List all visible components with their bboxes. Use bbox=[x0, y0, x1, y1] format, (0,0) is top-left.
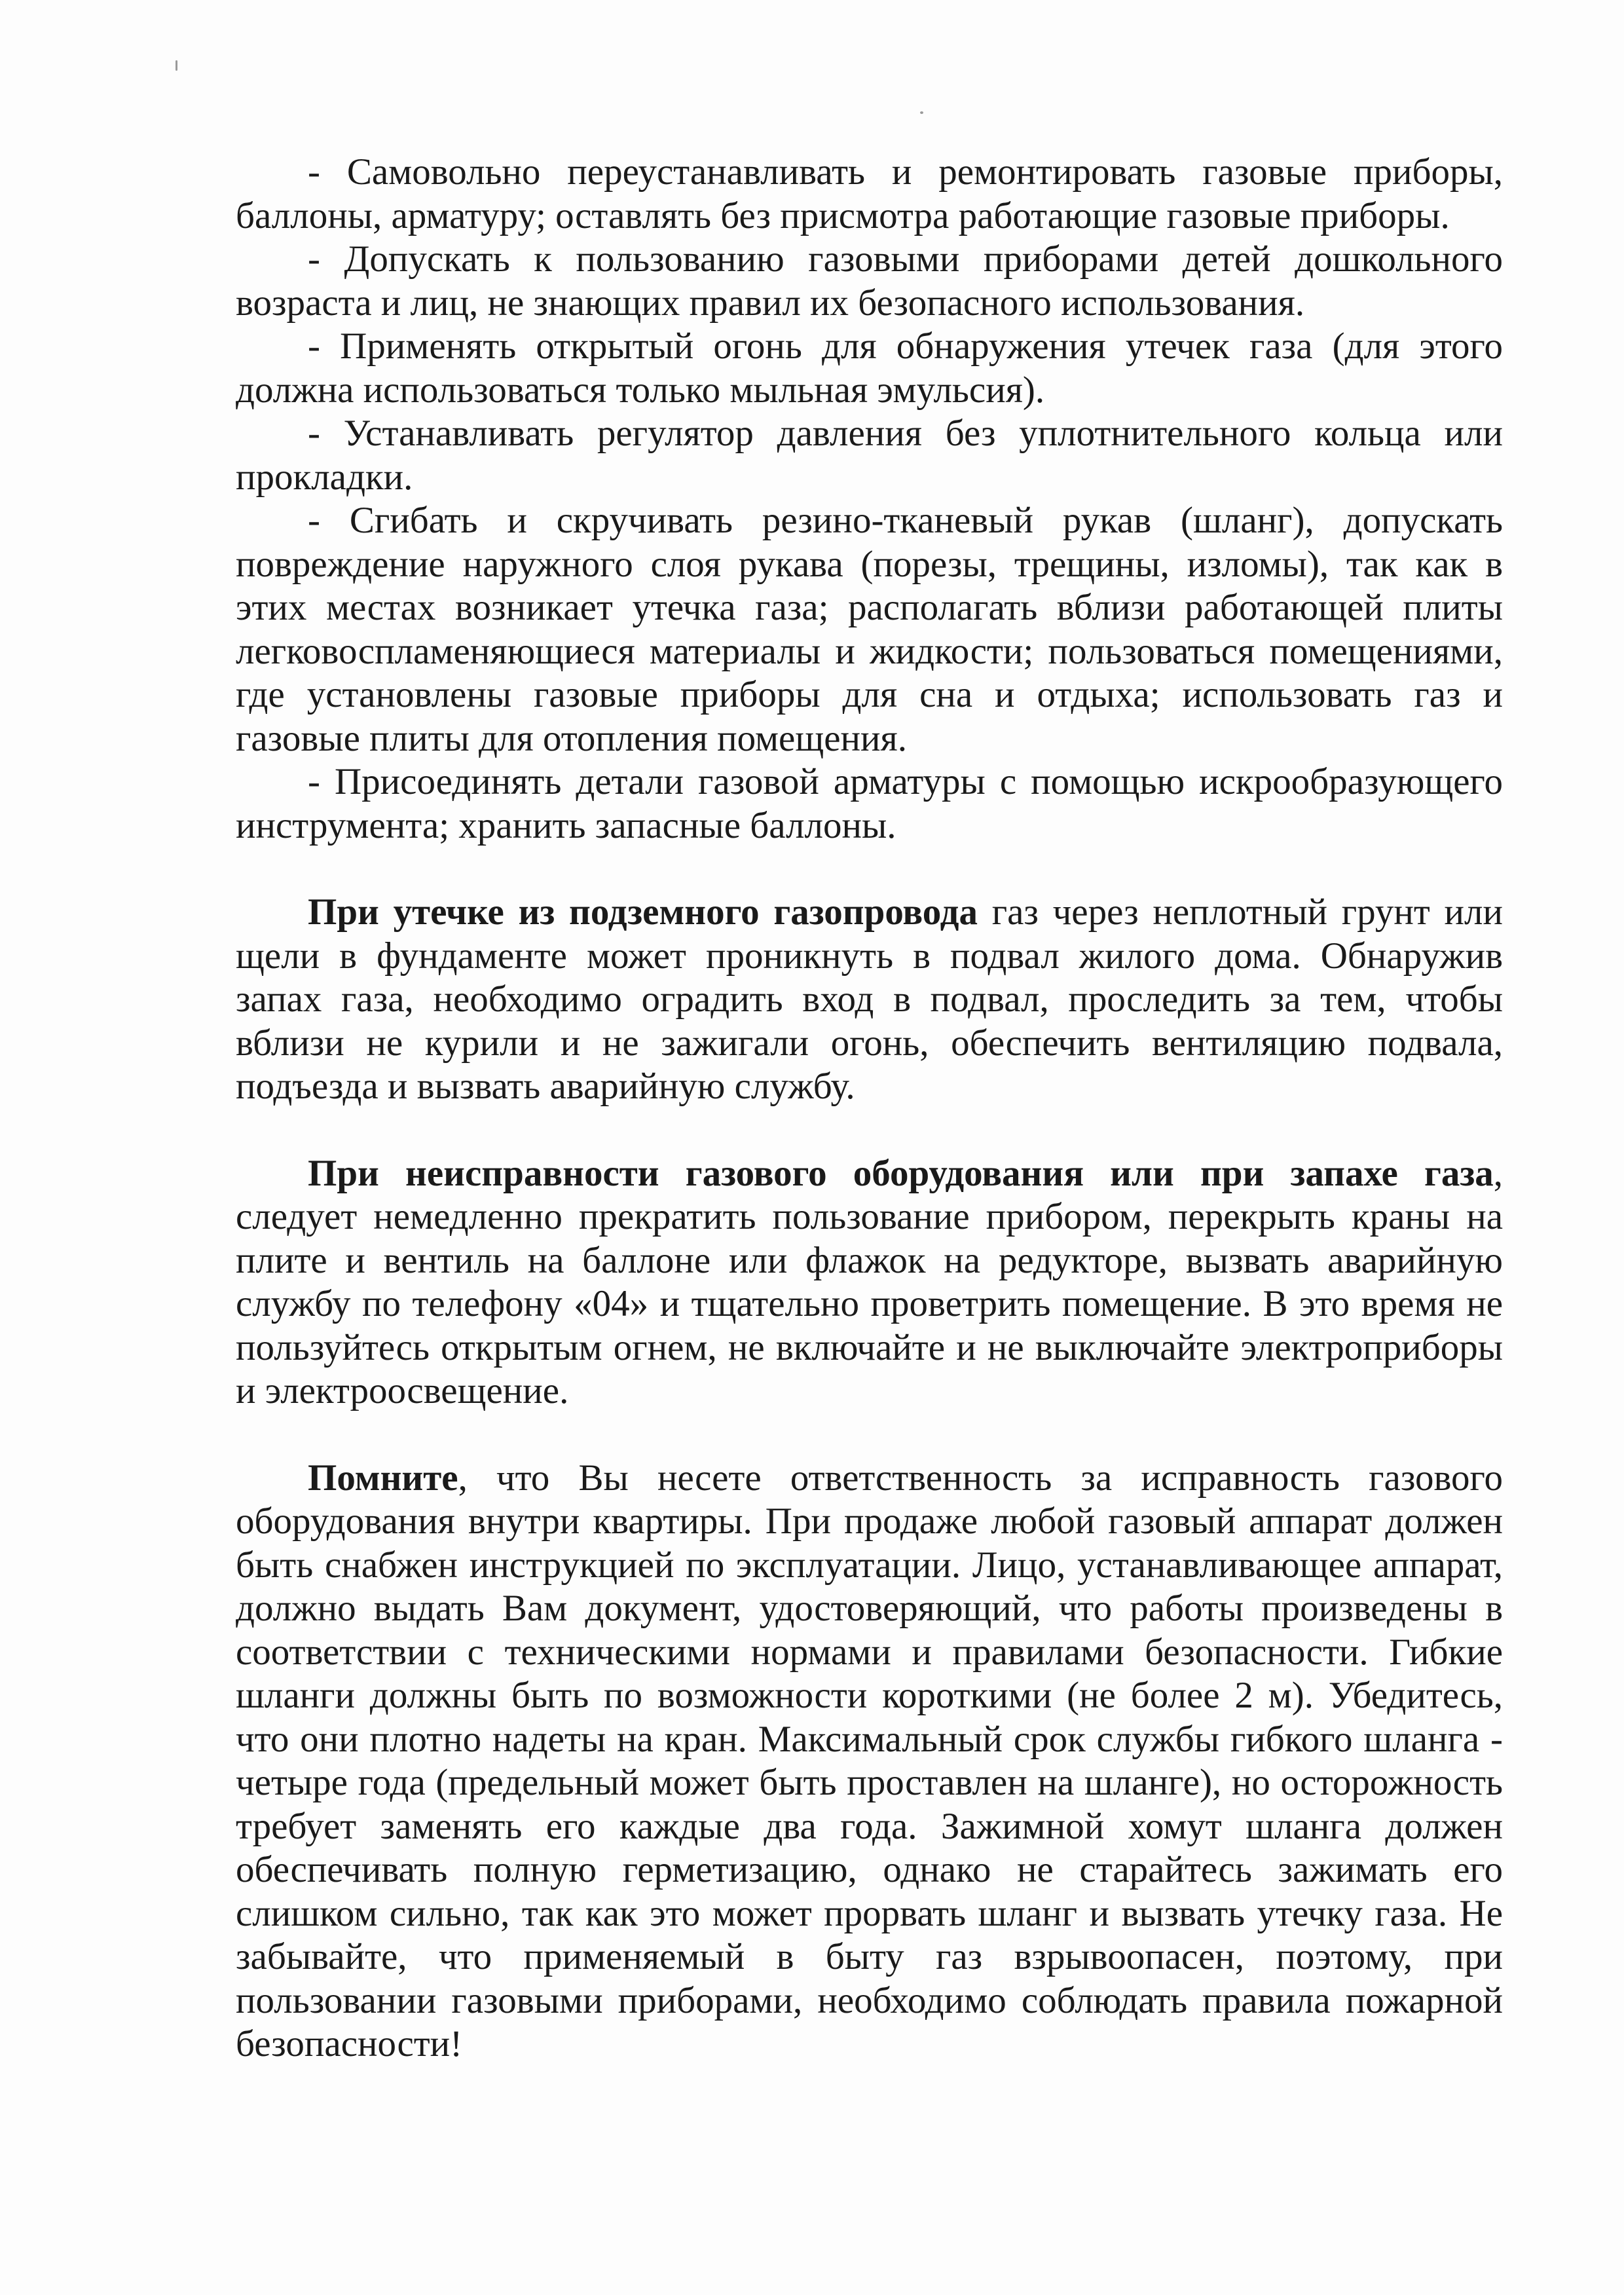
rule-item: - Устанавливать регулятор давления без уплотнительного кольца или прокладки. bbox=[236, 413, 1503, 498]
scan-speck bbox=[920, 111, 923, 114]
rule-item: - Самовольно переустанавливать и ремонтировать газовые приборы, баллоны, арматуру; оставлять без присмотра работающие газовые приборы. bbox=[236, 151, 1503, 236]
rule-item: - Сгибать и скручивать резино-тканевый рукав (шланг), допускать повреждение наружного слоя рукава (порезы, трещины, изломы), так как в этих местах возникает утечка газа; располагать вблизи работающей плиты легковоспламеняющиеся материалы и жидкости; пользоваться помещениями, где установлены газовые приборы для сна и отдыха; использовать газ и газовые плиты для отопления помещения. bbox=[236, 500, 1503, 759]
reminder-paragraph bbox=[236, 1457, 1503, 2066]
scan-speck bbox=[175, 60, 177, 71]
underground-leak-body: газ через неплотный грунт или щели в фундаменте может проникнуть в подвал жилого дома. Обнаружив запах газа, необходимо оградить вход в подвал, проследить за тем, чтобы вблизи не курили и не зажигали огонь, обеспечить вентиляцию подвала, подъезда и вызвать аварийную службу. bbox=[236, 891, 1503, 1107]
rule-item: - Допускать к пользованию газовыми приборами детей дошкольного возраста и лиц, не знающих правил их безопасного использования. bbox=[236, 238, 1503, 324]
reminder-lead: Помните bbox=[308, 1457, 458, 1499]
malfunction-lead: При неисправности газового оборудования или при запахе газа bbox=[308, 1152, 1494, 1194]
rule-item: - Применять открытый огонь для обнаружения утечек газа (для этого должна использоваться только мыльная эмульсия). bbox=[236, 326, 1503, 411]
malfunction-paragraph bbox=[236, 1152, 1503, 1413]
underground-leak-paragraph bbox=[236, 891, 1503, 1109]
document-body bbox=[236, 151, 1503, 2066]
malfunction-body: , следует немедленно прекратить пользование прибором, перекрыть краны на плите и вентиль на баллоне или флажок на редукторе, вызвать аварийную службу по телефону «04» и тщательно проветрить помещение. В это время не пользуйтесь открытым огнем, не включайте и не выключайте электроприборы и электроосвещение. bbox=[236, 1152, 1503, 1411]
underground-leak-lead: При утечке из подземного газопровода bbox=[308, 891, 978, 933]
reminder-body: , что Вы несете ответственность за исправность газового оборудования внутри квартиры. При продаже любой газовый аппарат должен быть снабжен инструкцией по эксплуатации. Лицо, устанавливающее аппарат, должно выдать Вам документ, удостоверяющий, что работы произведены в соответствии с техническими нормами и правилами безопасности. Гибкие шланги должны быть по возможности короткими (не более 2 м). Убедитесь, что они плотно надеты на кран. Максимальный срок службы гибкого шланга - четыре года (предельный может быть проставлен на шланге), но осторожность требует заменять его каждые два года. Зажимной хомут шланга должен обеспечивать полную герметизацию, однако не старайтесь зажимать его слишком сильно, так как это может прорвать шланг и вызвать утечку газа. Не забывайте, что применяемый в быту газ взрывоопасен, поэтому, при пользовании газовыми приборами, необходимо соблюдать правила пожарной безопасности! bbox=[236, 1457, 1503, 2064]
rule-item: - Присоединять детали газовой арматуры с помощью искрообразующего инструмента; хранить запасные баллоны. bbox=[236, 761, 1503, 846]
